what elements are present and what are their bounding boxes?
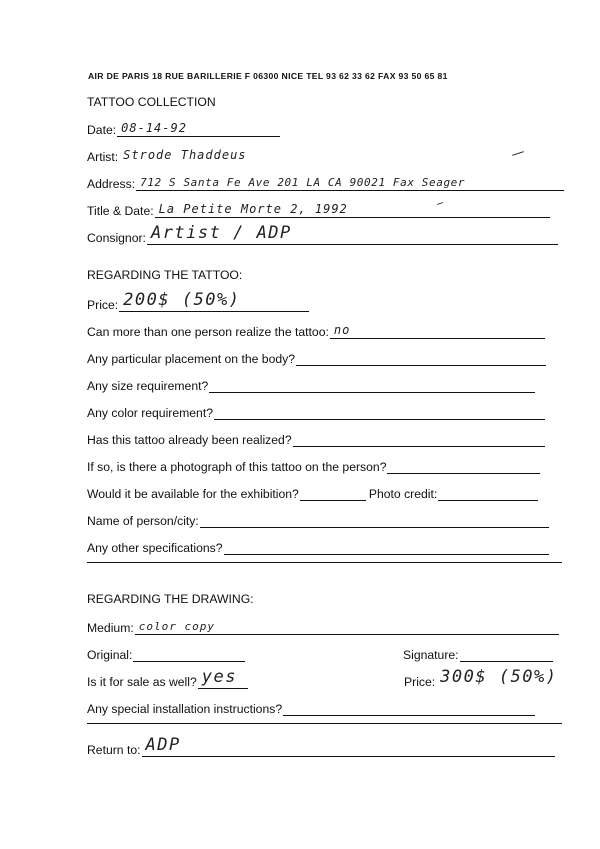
consignor-row xyxy=(87,223,558,245)
consignor-label: Consignor: xyxy=(87,231,146,245)
other-label: Any other specifications? xyxy=(87,541,223,555)
signature-label: Signature: xyxy=(403,648,459,662)
original-label: Original: xyxy=(87,648,133,662)
realized-row xyxy=(87,429,545,447)
tattoo-price-value: 200$ (50%) xyxy=(123,290,241,310)
tattoo-price-field[interactable] xyxy=(119,290,309,312)
other-continuation-line[interactable] xyxy=(87,562,562,563)
address-row xyxy=(87,173,564,191)
consignor-value: Artist / ADP xyxy=(150,223,292,243)
realized-field[interactable] xyxy=(293,430,545,447)
date-field[interactable] xyxy=(117,120,280,137)
artist-field[interactable] xyxy=(119,147,324,164)
form-title: TATTOO COLLECTION xyxy=(87,95,216,109)
for-sale-label: Is it for sale as well? xyxy=(87,675,197,689)
date-row xyxy=(87,119,280,137)
medium-field[interactable] xyxy=(135,618,559,635)
color-label: Any color requirement? xyxy=(87,406,213,420)
title-date-field[interactable] xyxy=(155,201,550,218)
more-than-one-label: Can more than one person realize the tattoo: xyxy=(87,325,329,339)
check-mark xyxy=(512,151,524,156)
original-row xyxy=(87,644,245,662)
size-field[interactable] xyxy=(209,376,535,393)
return-to-value: ADP xyxy=(145,735,181,755)
photograph-row xyxy=(87,456,540,474)
address-field[interactable] xyxy=(136,174,564,191)
signature-field[interactable] xyxy=(460,645,553,662)
date-value: 08-14-92 xyxy=(121,121,187,135)
name-city-row xyxy=(87,510,549,528)
installation-field[interactable] xyxy=(283,699,535,716)
realized-label: Has this tattoo already been realized? xyxy=(87,433,292,447)
size-row xyxy=(87,375,535,393)
return-to-label: Return to: xyxy=(87,743,141,757)
tattoo-price-label: Price: xyxy=(87,298,119,312)
address-value: 712 S Santa Fe Ave 201 LA CA 90021 Fax Seager xyxy=(140,176,466,189)
date-label: Date: xyxy=(87,123,117,137)
medium-row xyxy=(87,617,559,635)
photograph-field[interactable] xyxy=(387,457,540,474)
for-sale-field[interactable] xyxy=(198,667,248,689)
drawing-price-value: 300$ (50%) xyxy=(440,667,558,687)
tattoo-price-row xyxy=(87,290,309,312)
other-field[interactable] xyxy=(224,538,549,555)
drawing-price-row xyxy=(404,667,558,689)
name-city-label: Name of person/city: xyxy=(87,514,199,528)
placement-label: Any particular placement on the body? xyxy=(87,352,295,366)
medium-value: color copy xyxy=(138,620,215,633)
title-date-value: La Petite Morte 2, 1992 xyxy=(158,202,348,216)
photograph-label: If so, is there a photograph of this tattoo on the person? xyxy=(87,460,387,474)
size-label: Any size requirement? xyxy=(87,379,209,393)
color-field[interactable] xyxy=(214,403,545,420)
return-to-field[interactable] xyxy=(142,735,555,757)
available-field[interactable] xyxy=(300,484,366,501)
address-label: Address: xyxy=(87,177,136,191)
return-to-row xyxy=(87,735,555,757)
more-than-one-field[interactable] xyxy=(330,322,545,339)
artist-value: Strode Thaddeus xyxy=(123,148,247,162)
other-row xyxy=(87,537,549,555)
installation-continuation-line[interactable] xyxy=(87,723,562,724)
name-city-field[interactable] xyxy=(200,511,549,528)
more-than-one-row xyxy=(87,321,545,339)
signature-row xyxy=(403,644,553,662)
more-than-one-value: no xyxy=(333,323,351,337)
color-row xyxy=(87,402,545,420)
photo-credit-field[interactable] xyxy=(438,484,538,501)
drawing-price-label: Price: xyxy=(404,675,436,689)
letterhead: AIR DE PARIS 18 RUE BARILLERIE F 06300 NICE TEL 93 62 33 62 FAX 93 50 65 81 xyxy=(88,71,448,81)
artist-row xyxy=(87,146,324,164)
tattoo-heading: REGARDING THE TATTOO: xyxy=(87,268,243,282)
photo-credit-label: Photo credit: xyxy=(368,487,438,501)
placement-row xyxy=(87,348,546,366)
title-date-label: Title & Date: xyxy=(87,204,154,218)
artist-label: Artist: xyxy=(87,150,119,164)
installation-row xyxy=(87,698,535,716)
installation-label: Any special installation instructions? xyxy=(87,702,283,716)
drawing-price-field[interactable] xyxy=(436,667,558,689)
consignor-field[interactable] xyxy=(147,223,558,245)
drawing-heading: REGARDING THE DRAWING: xyxy=(87,592,254,606)
for-sale-value: yes xyxy=(201,667,237,687)
for-sale-row xyxy=(87,667,248,689)
available-row xyxy=(87,483,538,501)
title-date-row xyxy=(87,200,550,218)
original-field[interactable] xyxy=(133,645,245,662)
medium-label: Medium: xyxy=(87,621,134,635)
available-label: Would it be available for the exhibition? xyxy=(87,487,299,501)
placement-field[interactable] xyxy=(296,349,546,366)
